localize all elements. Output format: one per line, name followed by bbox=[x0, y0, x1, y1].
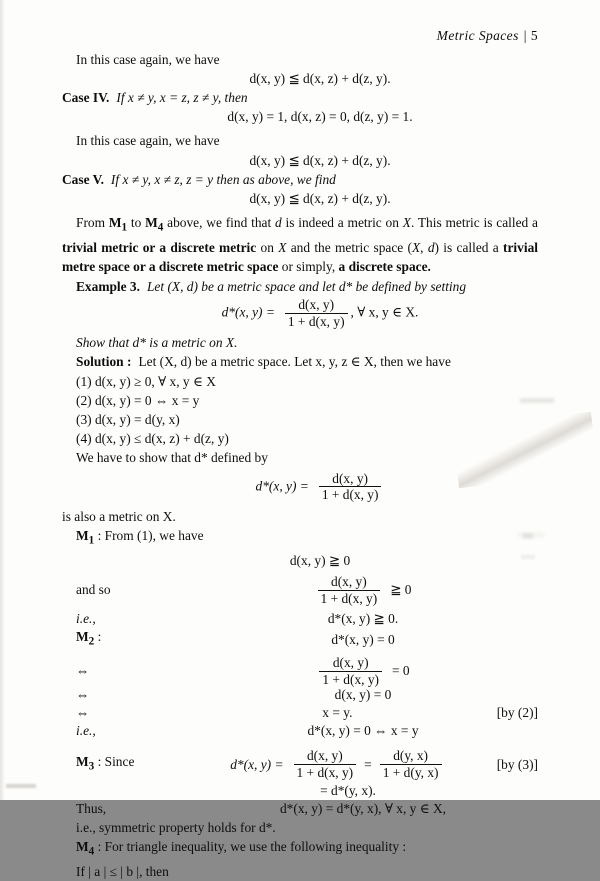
fraction: $\frac{d(y, x)}{1 + d(y, x)}$ bbox=[380, 749, 442, 779]
fraction: $\frac{d(x, y)}{1 + d(x, y)}$ bbox=[319, 656, 382, 686]
solution-label: Solution : bbox=[76, 354, 132, 370]
m2-equation: d*(x, y) = 0 bbox=[331, 631, 395, 647]
m2-iff-row-3 bbox=[62, 704, 538, 722]
case-v-label: Case V. bbox=[62, 171, 104, 187]
m1-equation: d(x, y) ≧ 0 bbox=[289, 553, 351, 569]
reference-note-by-3: [by (3)] bbox=[496, 756, 538, 772]
and-so-equation: $\frac{d(x, y)}{1 + d(x, y)}$ ≧ 0 bbox=[188, 575, 538, 605]
solution-line bbox=[62, 352, 538, 371]
case-v-text: If x ≠ y, x ≠ z, z = y then as above, we find bbox=[110, 171, 336, 187]
m3-continuation: = d*(y, x). bbox=[320, 782, 376, 798]
thus-equation: d*(x, y) = d*(y, x), ∀ x, y ∈ X, bbox=[279, 800, 446, 816]
m1-heading: $M_1$ : From (1), we have bbox=[76, 528, 204, 547]
page-body bbox=[62, 50, 538, 881]
ie-equation: d*(x, y) ≧ 0. bbox=[327, 611, 399, 627]
axiom-2: (2) d(x, y) = 0 ⇔ x = y bbox=[76, 392, 200, 408]
m2-row bbox=[62, 628, 538, 651]
d-star-definition: d*(x, y) = $\frac{d(x, y)}{1 + d(x, y)}$ bbox=[62, 472, 538, 502]
term-trivial-metric: trivial metric or a discrete metric bbox=[62, 239, 257, 255]
iff-symbol: ⇔ bbox=[76, 687, 90, 703]
m2-label: $M_2$ : bbox=[76, 629, 102, 649]
example-3-equation: d*(x, y) = $\frac{d(x, y)}{1 + d(x, y)}$ , ∀ x, y ∈ X. bbox=[221, 296, 419, 329]
m4-heading: $M_4$ : For triangle inequality, we use the following inequality : bbox=[76, 839, 407, 858]
is-also-metric: is also a metric on X. bbox=[62, 509, 176, 525]
ie-label: i.e., bbox=[76, 611, 96, 627]
m3-equation: d*(x, y) = $\frac{d(x, y)}{1 + d(x, y)}$ = $\frac{d(y, x)}{1 + d(y, x)}$ bbox=[188, 749, 487, 779]
fraction: $\frac{d(x, y)}{1 + d(x, y)}$ bbox=[285, 298, 348, 328]
example-3-line bbox=[62, 277, 538, 296]
case-iv-line bbox=[62, 88, 538, 107]
running-head-title: Metric Spaces bbox=[436, 28, 519, 43]
m2-iff-equation-2: d(x, y) = 0 bbox=[334, 687, 392, 703]
iff-symbol: ⇔ bbox=[76, 663, 90, 679]
thus-label: Thus, bbox=[76, 800, 107, 816]
m3-row bbox=[62, 749, 538, 779]
m2-iff-row-2 bbox=[62, 686, 538, 704]
m2-iff-equation-3: x = y. bbox=[322, 705, 353, 721]
ie-row-2 bbox=[62, 722, 538, 740]
display-equation: d(x, y) ≦ d(x, z) + d(z, y). bbox=[249, 71, 391, 87]
axiom-1: (1) d(x, y) ≥ 0, ∀ x, y ∈ X bbox=[76, 373, 216, 389]
term-trivial-metric-space: trivial metre space or a discrete metric space bbox=[62, 239, 538, 275]
scan-smudge bbox=[6, 784, 36, 788]
and-so-label: and so bbox=[76, 582, 111, 598]
text-line: In this case again, we have bbox=[76, 52, 220, 67]
term-discrete-space: a discrete space. bbox=[338, 259, 431, 275]
m2-iff-equation-1: $\frac{d(x, y)}{1 + d(x, y)}$ = 0 bbox=[188, 656, 538, 686]
text-line: In this case again, we have bbox=[76, 133, 220, 149]
page-number: 5 bbox=[530, 28, 538, 43]
fraction: $\frac{d(x, y)}{1 + d(x, y)}$ bbox=[294, 749, 357, 779]
m2-iff-row-1 bbox=[62, 656, 538, 686]
case-v-line bbox=[62, 170, 538, 189]
fraction: $\frac{d(x, y)}{1 + d(x, y)}$ bbox=[319, 472, 382, 502]
example-3-label: Example 3. bbox=[76, 278, 140, 294]
m3-label: $M_3$ : Since bbox=[76, 754, 135, 773]
axiom-4: (4) d(x, y) ≤ d(x, z) + d(z, y) bbox=[76, 431, 229, 447]
reference-note-by-2: [by (2)] bbox=[496, 705, 538, 721]
axiom-3: (3) d(x, y) = d(y, x) bbox=[76, 412, 180, 428]
ie-equation-2: d*(x, y) = 0 ⇔ x = y bbox=[307, 723, 419, 739]
ie-row-1 bbox=[62, 610, 538, 628]
thus-row bbox=[62, 800, 538, 818]
running-head bbox=[437, 28, 538, 44]
case-iv-text: If x ≠ y, x = z, z ≠ y, then bbox=[116, 90, 248, 106]
show-statement: Show that d* is a metric on X. bbox=[76, 335, 238, 351]
scan-edge-artifact bbox=[0, 0, 5, 800]
symmetry-conclusion: i.e., symmetric property holds for d*. bbox=[76, 819, 276, 835]
fraction: $\frac{d(x, y)}{1 + d(x, y)}$ bbox=[318, 575, 381, 605]
example-3-text: Let (X, d) be a metric space and let d* be defined by setting bbox=[146, 278, 467, 294]
we-have-to-show: We have to show that d* defined by bbox=[76, 450, 268, 466]
ie-label: i.e., bbox=[76, 723, 96, 739]
m4-last-line: If | a | ≤ | b |, then bbox=[76, 863, 169, 879]
discrete-metric-paragraph: From $M_1$ to $M_4$ above, we find that d is indeed a metric on X. This metric is called a trivial metric or a discrete metric on X and the metric space (X, d) is called a trivial metre space or a discrete metric space or simply, a discrete space. bbox=[62, 214, 538, 275]
solution-text: Let (X, d) be a metric space. Let x, y, z ∈ X, then we have bbox=[138, 354, 451, 370]
iff-symbol: ⇔ bbox=[76, 705, 90, 721]
display-equation: d(x, y) ≦ d(x, z) + d(z, y). bbox=[249, 190, 391, 206]
case-iv-label: Case IV. bbox=[62, 90, 110, 106]
display-equation: d(x, y) = 1, d(x, z) = 0, d(z, y) = 1. bbox=[227, 109, 413, 125]
display-equation: d(x, y) ≦ d(x, z) + d(z, y). bbox=[249, 152, 391, 168]
and-so-row bbox=[62, 575, 538, 605]
running-head-separator: | bbox=[523, 28, 527, 43]
